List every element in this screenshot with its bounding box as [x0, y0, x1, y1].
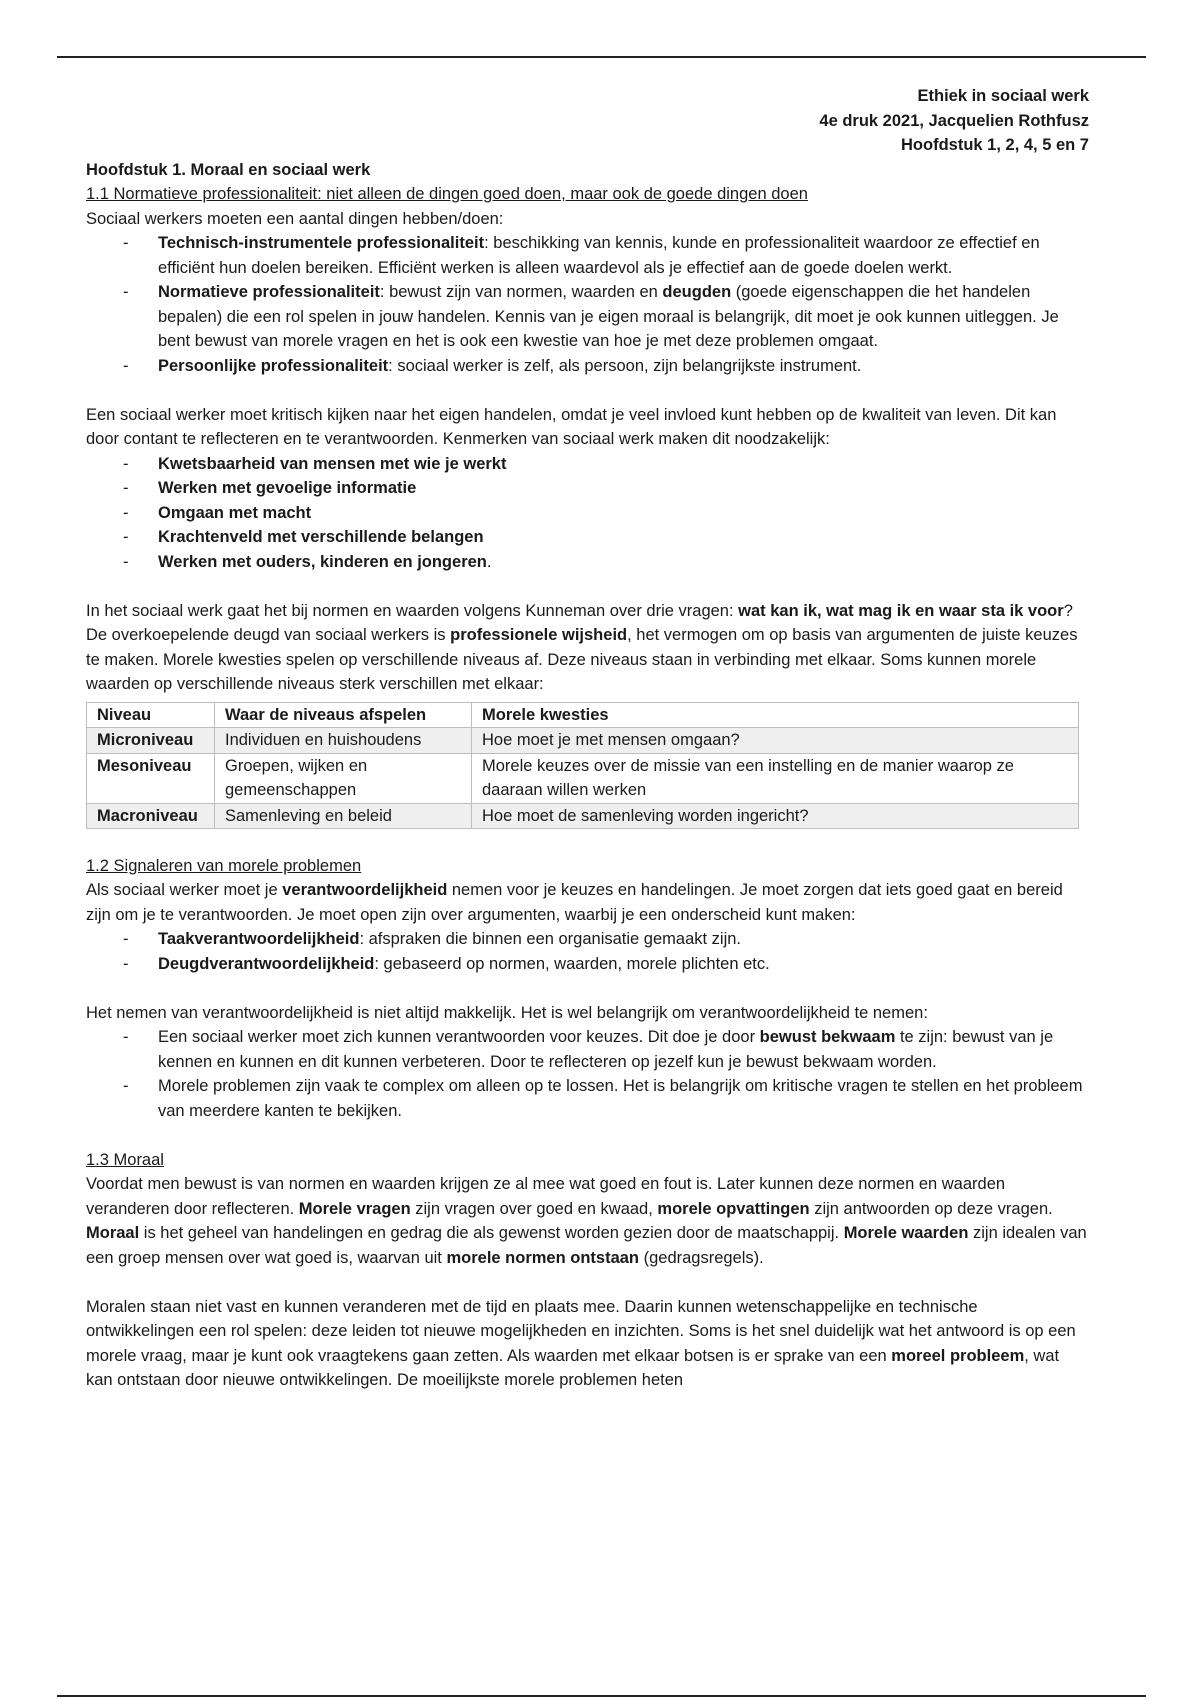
bottom-rule [57, 1695, 1146, 1697]
paragraph: Voordat men bewust is van normen en waarden krijgen ze al mee wat goed en fout is. Later kunnen deze normen en waarden veranderen door reflecteren. Morele vragen zijn vragen over goed en kwaad, morele opvattingen zijn antwoorden op deze vragen. Moraal is het geheel van handelingen en gedrag die als gewenst worden gezien door de maatschappij. Morele waarden zijn idealen van een groep mensen over wat goed is, waarvan uit morele normen ontstaan (gedragsregels). [86, 1175, 1087, 1267]
list-item: - Technisch-instrumentele professionaliteit: beschikking van kennis, kunde en professionaliteit waardoor ze effectief en efficiënt hun doelen bereiken. Efficiënt werken is alleen waardevol als je effectief aan de goede doelen werkt. [86, 231, 1089, 280]
header-chapters: Hoofdstuk 1, 2, 4, 5 en 7 [901, 136, 1089, 154]
list-item: - Een sociaal werker moet zich kunnen verantwoorden voor keuzes. Dit doe je door bewust bekwaam te zijn: bewust van je kennen en kunnen en dit kunnen verbeteren. Door te reflecteren op jezelf kun je bewust bekwaam worden. [86, 1025, 1089, 1074]
paragraph: In het sociaal werk gaat het bij normen en waarden volgens Kunneman over drie vragen: wat kan ik, wat mag ik en waar sta ik voor? De overkoepelende deugd van sociaal werkers is professionele wijsheid, het vermogen om op basis van argumenten de juiste keuzes te maken. Morele kwesties spelen op verschillende niveaus af. Deze niveaus staan in verbinding met elkaar. Soms kunnen morele waarden op verschillende niveaus sterk verschillen met elkaar: [86, 601, 1078, 693]
list-item: - Normatieve professionaliteit: bewust zijn van normen, waarden en deugden (goede eigenschappen die het handelen bepalen) die een rol spelen in jouw handelen. Kennis van je eigen moraal is belangrijk, dit moet je ook kunnen uitleggen. Je bent bewust van morele vragen en het is ook een kwestie van hoe je met deze problemen omgaat. [86, 280, 1089, 354]
paragraph: Sociaal werkers moeten een aantal dingen hebben/doen: [86, 209, 504, 228]
section-heading-1-2: 1.2 Signaleren van morele problemen [86, 856, 362, 875]
table-cell: Samenleving en beleid [215, 803, 472, 829]
features-list [86, 452, 1089, 575]
header-title: Ethiek in sociaal werk [917, 87, 1089, 105]
paragraph: Het nemen van verantwoordelijkheid is niet altijd makkelijk. Het is wel belangrijk om verantwoordelijkheid te nemen: [86, 1003, 928, 1022]
table-cell: Morele keuzes over de missie van een instelling en de manier waarop ze daaraan willen werken [472, 753, 1079, 803]
column-header: Niveau [87, 702, 215, 728]
list-item: - Omgaan met macht [86, 501, 1089, 526]
section-heading-1-1: 1.1 Normatieve professionaliteit: niet alleen de dingen goed doen, maar ook de goede dingen doen [86, 185, 808, 203]
list-item: - Persoonlijke professionaliteit: sociaal werker is zelf, als persoon, zijn belangrijkste instrument. [86, 354, 1089, 379]
responsibility-list [86, 927, 1089, 976]
levels-table [86, 702, 1079, 830]
top-rule [57, 56, 1146, 58]
list-item: - Taakverantwoordelijkheid: afspraken die binnen een organisatie gemaakt zijn. [86, 927, 1089, 952]
list-item: - Deugdverantwoordelijkheid: gebaseerd op normen, waarden, morele plichten etc. [86, 952, 1089, 977]
list-item: - Kwetsbaarheid van mensen met wie je werkt [86, 452, 1089, 477]
column-header: Morele kwesties [472, 702, 1079, 728]
document-header [86, 84, 1089, 158]
table-cell: Hoe moet je met mensen omgaan? [472, 728, 1079, 754]
list-item: - Werken met gevoelige informatie [86, 476, 1089, 501]
table-cell: Microniveau [87, 728, 215, 754]
table-row [87, 803, 1079, 829]
table-cell: Mesoniveau [87, 753, 215, 803]
section-heading-1-3: 1.3 Moraal [86, 1150, 164, 1169]
table-header-row [87, 702, 1079, 728]
column-header: Waar de niveaus afspelen [215, 702, 472, 728]
table-cell: Hoe moet de samenleving worden ingericht? [472, 803, 1079, 829]
professionalism-list [86, 231, 1089, 378]
responsibility-reasons-list [86, 1025, 1089, 1123]
table-row [87, 728, 1079, 754]
list-item: - Werken met ouders, kinderen en jongeren. [86, 550, 1089, 575]
table-cell: Individuen en huishoudens [215, 728, 472, 754]
paragraph: Moralen staan niet vast en kunnen veranderen met de tijd en plaats mee. Daarin kunnen wetenschappelijke en technische ontwikkelingen een rol spelen: deze leiden tot nieuwe mogelijkheden en inzichten. Soms is het snel duidelijk wat het antwoord is op een morele vraag, maar je kunt ook vraagtekens gaan zetten. Als waarden met elkaar botsen is er sprake van een moreel probleem, wat kan ontstaan door nieuwe ontwikkelingen. De moeilijkste morele problemen heten [86, 1297, 1076, 1389]
table-cell: Groepen, wijken en gemeenschappen [215, 753, 472, 803]
table-cell: Macroniveau [87, 803, 215, 829]
header-edition: 4e druk 2021, Jacquelien Rothfusz [819, 111, 1089, 130]
paragraph: Als sociaal werker moet je verantwoordelijkheid nemen voor je keuzes en handelingen. Je moet zorgen dat iets goed gaat en bereid zijn om je te verantwoorden. Je moet open zijn over argumenten, waarbij je een onderscheid kunt maken: [86, 881, 1063, 924]
paragraph: Een sociaal werker moet kritisch kijken naar het eigen handelen, omdat je veel invloed kunt hebben op de kwaliteit van leven. Dit kan door contant te reflecteren en te verantwoorden. Kenmerken van sociaal werk maken dit noodzakelijk: [86, 405, 1057, 448]
table-row [87, 753, 1079, 803]
document-page [86, 84, 1089, 1393]
list-item: - Krachtenveld met verschillende belangen [86, 525, 1089, 550]
list-item: - Morele problemen zijn vaak te complex om alleen op te lossen. Het is belangrijk om kritische vragen te stellen en het probleem van meerdere kanten te bekijken. [86, 1074, 1089, 1123]
chapter-title: Hoofdstuk 1. Moraal en sociaal werk [86, 160, 371, 179]
